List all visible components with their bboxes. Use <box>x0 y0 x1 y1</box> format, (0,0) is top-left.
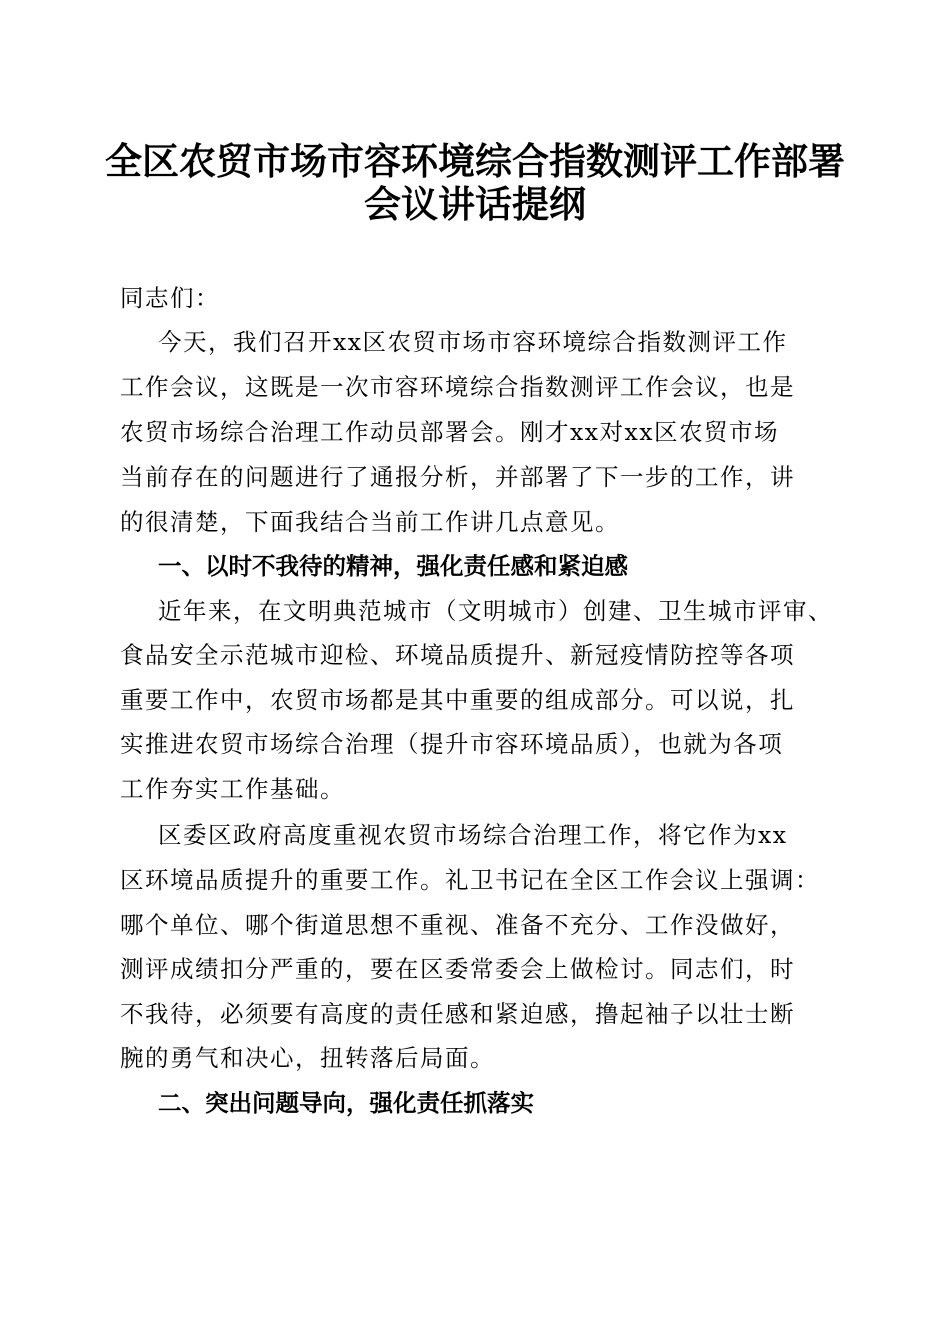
paragraph-3-line-6: 腕的勇气和决心，扭转落后局面。 <box>120 1044 495 1072</box>
paragraph-3-line-1: 区委区政府高度重视农贸市场综合治理工作，将它作为xx <box>158 821 788 849</box>
section-heading-1: 一、以时不我待的精神，强化责任感和紧迫感 <box>158 552 628 580</box>
paragraph-1-line-5: 的很清楚，下面我结合当前工作讲几点意见。 <box>120 508 620 536</box>
document-title-line-2: 会议讲话提纲 <box>364 182 586 226</box>
paragraph-3-line-3: 哪个单位、哪个街道思想不重视、准备不充分、工作没做好， <box>120 911 795 939</box>
paragraph-3-line-5: 不我待，必须要有高度的责任感和紧迫感，撸起袖子以壮士断 <box>120 1000 795 1028</box>
paragraph-1-line-2: 工作会议，这既是一次市容环境综合指数测评工作会议，也是 <box>120 373 795 401</box>
paragraph-2-line-4: 实推进农贸市场综合治理（提升市容环境品质），也就为各项 <box>120 730 784 758</box>
paragraph-2-line-1: 近年来，在文明典范城市（文明城市）创建、卫生城市评审、 <box>158 597 833 625</box>
paragraph-3-line-2: 区环境品质提升的重要工作。礼卫书记在全区工作会议上强调： <box>120 866 820 894</box>
paragraph-1-line-3: 农贸市场综合治理工作动员部署会。刚才xx对xx区农贸市场 <box>120 418 780 446</box>
paragraph-2-line-5: 工作夯实工作基础。 <box>120 775 345 803</box>
paragraph-1-line-1: 今天，我们召开xx区农贸市场市容环境综合指数测评工作 <box>158 328 788 356</box>
paragraph-1-line-4: 当前存在的问题进行了通报分析，并部署了下一步的工作，讲 <box>120 463 795 491</box>
paragraph-2-line-3: 重要工作中，农贸市场都是其中重要的组成部分。可以说，扎 <box>120 686 795 714</box>
salutation: 同志们： <box>120 284 220 312</box>
document-title-line-1: 全区农贸市场市容环境综合指数测评工作部署 <box>105 139 845 183</box>
section-heading-2: 二、突出问题导向，强化责任抓落实 <box>158 1089 534 1117</box>
paragraph-2-line-2: 食品安全示范城市迎检、环境品质提升、新冠疫情防控等各项 <box>120 641 795 669</box>
paragraph-3-line-4: 测评成绩扣分严重的，要在区委常委会上做检讨。同志们，时 <box>120 955 795 983</box>
